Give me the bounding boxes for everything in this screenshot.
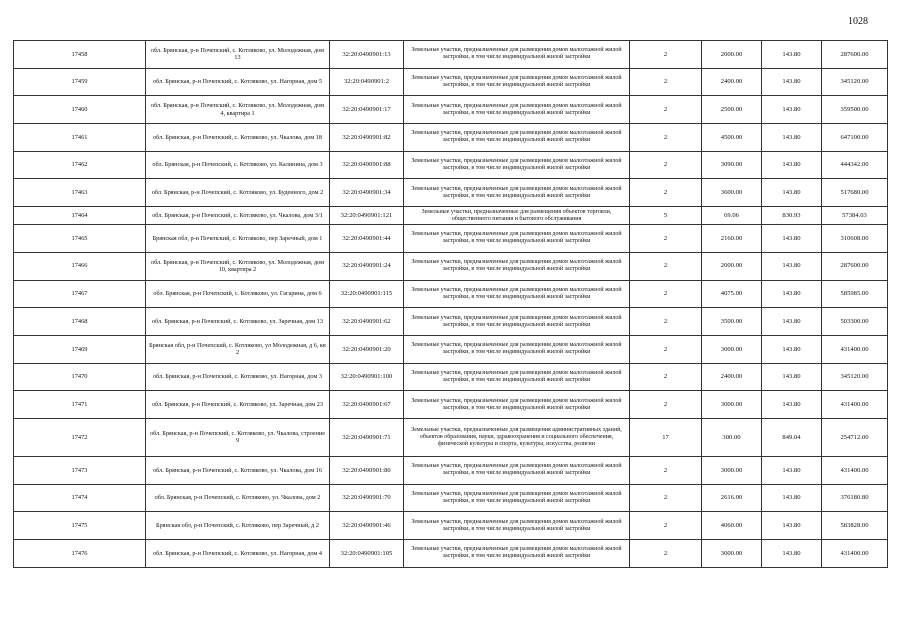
cadastral-number-cell: 32:20:0490901:13: [330, 41, 404, 69]
specific-value-cell: 849.04: [762, 418, 822, 456]
cadastral-value-cell: 431400.00: [822, 540, 888, 568]
cadastral-value-cell: 517680.00: [822, 179, 888, 207]
table-row: [14, 540, 888, 568]
cadastral-number-cell: 32:20:0490901:82: [330, 124, 404, 152]
cadastral-value-cell: 287600.00: [822, 41, 888, 69]
address-cell: Брянская обл, р-н Почепский, с. Котляково, пер Заречный, дом 1: [146, 225, 330, 253]
group-code-cell: 2: [630, 308, 702, 336]
group-code-cell: 2: [630, 225, 702, 253]
table-row: [14, 418, 888, 456]
cadastral-value-table: [13, 40, 888, 568]
cadastral-value-cell: 585985.00: [822, 280, 888, 308]
specific-value-cell: 143.80: [762, 225, 822, 253]
group-code-cell: 2: [630, 151, 702, 179]
group-code-cell: 2: [630, 252, 702, 280]
table-row: [14, 335, 888, 363]
group-code-cell: 5: [630, 207, 702, 225]
address-cell: обл. Брянская, р-н Почепский, с. Котляково, ул. Нагорная, дом 5: [146, 68, 330, 96]
specific-value-cell: 143.80: [762, 484, 822, 512]
row-number-cell: 17476: [14, 540, 146, 568]
cadastral-value-cell: 431400.00: [822, 335, 888, 363]
row-number-cell: 17462: [14, 151, 146, 179]
address-cell: обл. Брянская, р-н Почепский, с. Котляково, ул. Чкалова, строение 9: [146, 418, 330, 456]
specific-value-cell: 143.80: [762, 540, 822, 568]
area-cell: 3000.00: [702, 540, 762, 568]
land-use-category-cell: Земельные участки, предназначенные для размещения домов малоэтажной жилой застройки, в том числе индивидуальной жилой застройки: [404, 335, 630, 363]
group-code-cell: 2: [630, 456, 702, 484]
cadastral-value-cell: 583828.00: [822, 512, 888, 540]
row-number-cell: 17467: [14, 280, 146, 308]
cadastral-number-cell: 32:20:0490901:17: [330, 96, 404, 124]
row-number-cell: 17475: [14, 512, 146, 540]
address-cell: обл. Брянская, р-н Почепский, с. Котляково, ул. Заречная, дом 13: [146, 308, 330, 336]
cadastral-number-cell: 32:20:0490901:20: [330, 335, 404, 363]
area-cell: 4500.00: [702, 124, 762, 152]
group-code-cell: 2: [630, 335, 702, 363]
address-cell: Брянская обл, р-н Почепский, с. Котляково, пер Заречный, д 2: [146, 512, 330, 540]
group-code-cell: 2: [630, 512, 702, 540]
cadastral-number-cell: 32:20:0490901:115: [330, 280, 404, 308]
land-use-category-cell: Земельные участки, предназначенные для размещения домов малоэтажной жилой застройки, в том числе индивидуальной жилой застройки: [404, 540, 630, 568]
cadastral-value-cell: 431400.00: [822, 391, 888, 419]
land-use-category-cell: Земельные участки, предназначенные для размещения домов малоэтажной жилой застройки, в том числе индивидуальной жилой застройки: [404, 363, 630, 391]
land-use-category-cell: Земельные участки, предназначенные для размещения домов малоэтажной жилой застройки, в том числе индивидуальной жилой застройки: [404, 280, 630, 308]
specific-value-cell: 143.80: [762, 456, 822, 484]
table-body: [14, 41, 888, 568]
cadastral-value-cell: 431400.00: [822, 456, 888, 484]
row-number-cell: 17461: [14, 124, 146, 152]
address-cell: обл. Брянская, р-н Почепский, с. Котляково, ул. Нагорная, дом 4: [146, 540, 330, 568]
cadastral-value-cell: 647100.00: [822, 124, 888, 152]
group-code-cell: 2: [630, 68, 702, 96]
cadastral-number-cell: 32:20:0490901:46: [330, 512, 404, 540]
land-use-category-cell: Земельные участки, предназначенные для размещения домов малоэтажной жилой застройки, в том числе индивидуальной жилой застройки: [404, 308, 630, 336]
row-number-cell: 17465: [14, 225, 146, 253]
row-number-cell: 17473: [14, 456, 146, 484]
group-code-cell: 2: [630, 363, 702, 391]
specific-value-cell: 143.80: [762, 308, 822, 336]
specific-value-cell: 830.93: [762, 207, 822, 225]
address-cell: обл. Брянская, р-н Почепский, с. Котляково, ул. Гагарина, дом 6: [146, 280, 330, 308]
row-number-cell: 17472: [14, 418, 146, 456]
row-number-cell: 17464: [14, 207, 146, 225]
land-use-category-cell: Земельные участки, предназначенные для размещения домов малоэтажной жилой застройки, в том числе индивидуальной жилой застройки: [404, 252, 630, 280]
cadastral-value-cell: 287600.00: [822, 252, 888, 280]
address-cell: обл. Брянская, р-н Почепский, с. Котляково, ул. Заречная, дом 23: [146, 391, 330, 419]
table-row: [14, 96, 888, 124]
page-number: 1028: [848, 16, 868, 27]
specific-value-cell: 143.80: [762, 363, 822, 391]
cadastral-number-cell: 32:20:0490901:100: [330, 363, 404, 391]
area-cell: 2000.00: [702, 252, 762, 280]
row-number-cell: 17468: [14, 308, 146, 336]
area-cell: 2616.00: [702, 484, 762, 512]
group-code-cell: 2: [630, 96, 702, 124]
cadastral-number-cell: 32:20:0490901:24: [330, 252, 404, 280]
specific-value-cell: 143.80: [762, 335, 822, 363]
area-cell: 4060.00: [702, 512, 762, 540]
specific-value-cell: 143.80: [762, 252, 822, 280]
group-code-cell: 17: [630, 418, 702, 456]
land-use-category-cell: Земельные участки, предназначенные для размещения административных зданий, объектов образования, науки, здравоохранения и социального обеспечения, физической культуры и спорта, культуры, искусства, религии: [404, 418, 630, 456]
group-code-cell: 2: [630, 391, 702, 419]
table-row: [14, 512, 888, 540]
specific-value-cell: 143.80: [762, 96, 822, 124]
row-number-cell: 17469: [14, 335, 146, 363]
land-use-category-cell: Земельные участки, предназначенные для размещения домов малоэтажной жилой застройки, в том числе индивидуальной жилой застройки: [404, 484, 630, 512]
address-cell: обл. Брянская, р-н Почепский, с. Котляково, ул. Калинина, дом 3: [146, 151, 330, 179]
area-cell: 2160.00: [702, 225, 762, 253]
cadastral-number-cell: 32:20:0490901:121: [330, 207, 404, 225]
cadastral-number-cell: 32:20:0490901:67: [330, 391, 404, 419]
table-row: [14, 41, 888, 69]
specific-value-cell: 143.80: [762, 151, 822, 179]
area-cell: 2500.00: [702, 96, 762, 124]
cadastral-number-cell: 32:20:0490901:71: [330, 418, 404, 456]
row-number-cell: 17458: [14, 41, 146, 69]
cadastral-value-cell: 57384.03: [822, 207, 888, 225]
table-row: [14, 363, 888, 391]
cadastral-value-cell: 359500.00: [822, 96, 888, 124]
area-cell: 2000.00: [702, 41, 762, 69]
row-number-cell: 17471: [14, 391, 146, 419]
cadastral-value-cell: 310608.00: [822, 225, 888, 253]
table-row: [14, 308, 888, 336]
table-row: [14, 207, 888, 225]
cadastral-value-cell: 444342.00: [822, 151, 888, 179]
address-cell: обл. Брянская, р-н Почепский, с. Котляково, ул. Буденного, дом 2: [146, 179, 330, 207]
address-cell: Брянская обл, р-н Почепский, с. Котляково, ул Молодежная, д 6, кв 2: [146, 335, 330, 363]
row-number-cell: 17459: [14, 68, 146, 96]
group-code-cell: 2: [630, 41, 702, 69]
area-cell: 3000.00: [702, 335, 762, 363]
table-row: [14, 225, 888, 253]
land-use-category-cell: Земельные участки, предназначенные для размещения домов малоэтажной жилой застройки, в том числе индивидуальной жилой застройки: [404, 151, 630, 179]
cadastral-value-cell: 345120.00: [822, 68, 888, 96]
cadastral-number-cell: 32:20:0490901:34: [330, 179, 404, 207]
area-cell: 3600.00: [702, 179, 762, 207]
table-row: [14, 252, 888, 280]
cadastral-number-cell: 32:20:0490901:2: [330, 68, 404, 96]
group-code-cell: 2: [630, 124, 702, 152]
group-code-cell: 2: [630, 280, 702, 308]
group-code-cell: 2: [630, 540, 702, 568]
area-cell: 3000.00: [702, 391, 762, 419]
specific-value-cell: 143.80: [762, 280, 822, 308]
specific-value-cell: 143.80: [762, 124, 822, 152]
table-row: [14, 179, 888, 207]
group-code-cell: 2: [630, 179, 702, 207]
land-use-category-cell: Земельные участки, предназначенные для размещения домов малоэтажной жилой застройки, в том числе индивидуальной жилой застройки: [404, 179, 630, 207]
area-cell: 3500.00: [702, 308, 762, 336]
table-row: [14, 68, 888, 96]
row-number-cell: 17474: [14, 484, 146, 512]
land-use-category-cell: Земельные участки, предназначенные для размещения домов малоэтажной жилой застройки, в том числе индивидуальной жилой застройки: [404, 512, 630, 540]
cadastral-number-cell: 32:20:0490901:62: [330, 308, 404, 336]
table-row: [14, 484, 888, 512]
area-cell: 2400.00: [702, 363, 762, 391]
land-use-category-cell: Земельные участки, предназначенные для размещения домов малоэтажной жилой застройки, в том числе индивидуальной жилой застройки: [404, 391, 630, 419]
address-cell: обл. Брянская, р-н Почепский, с. Котляково, ул. Чкалова, дом 16: [146, 456, 330, 484]
row-number-cell: 17470: [14, 363, 146, 391]
address-cell: обл. Брянская, р-н Почепский, с. Котляково, ул. Нагорная, дом 3: [146, 363, 330, 391]
address-cell: обл. Брянская, р-н Почепский, с. Котляково, ул. Чкалова, дом 18: [146, 124, 330, 152]
cadastral-value-cell: 254712.00: [822, 418, 888, 456]
land-use-category-cell: Земельные участки, предназначенные для размещения домов малоэтажной жилой застройки, в том числе индивидуальной жилой застройки: [404, 225, 630, 253]
group-code-cell: 2: [630, 484, 702, 512]
table-row: [14, 151, 888, 179]
land-use-category-cell: Земельные участки, предназначенные для размещения домов малоэтажной жилой застройки, в том числе индивидуальной жилой застройки: [404, 68, 630, 96]
cadastral-number-cell: 32:20:0490901:70: [330, 484, 404, 512]
row-number-cell: 17466: [14, 252, 146, 280]
address-cell: обл. Брянская, р-н Почепский, с. Котляково, ул. Чкалова, дом 2: [146, 484, 330, 512]
cadastral-value-cell: 345120.00: [822, 363, 888, 391]
table-row: [14, 456, 888, 484]
land-use-category-cell: Земельные участки, предназначенные для размещения домов малоэтажной жилой застройки, в том числе индивидуальной жилой застройки: [404, 41, 630, 69]
cadastral-value-cell: 376180.80: [822, 484, 888, 512]
address-cell: обл. Брянская, р-н Почепский, с. Котляково, ул. Молодежная, дом 4, квартира 1: [146, 96, 330, 124]
address-cell: обл. Брянская, р-н Почепский, с. Котляково, ул. Чкалова, дом 3/1: [146, 207, 330, 225]
specific-value-cell: 143.80: [762, 391, 822, 419]
cadastral-value-cell: 503300.00: [822, 308, 888, 336]
area-cell: 69.06: [702, 207, 762, 225]
area-cell: 2400.00: [702, 68, 762, 96]
row-number-cell: 17463: [14, 179, 146, 207]
land-use-category-cell: Земельные участки, предназначенные для размещения домов малоэтажной жилой застройки, в том числе индивидуальной жилой застройки: [404, 124, 630, 152]
cadastral-number-cell: 32:20:0490901:105: [330, 540, 404, 568]
address-cell: обл. Брянская, р-н Почепский, с. Котляково, ул. Молодежная, дом 10, квартира 2: [146, 252, 330, 280]
address-cell: обл. Брянская, р-н Почепский, с. Котляково, ул. Молодежная, дом 13: [146, 41, 330, 69]
area-cell: 3090.00: [702, 151, 762, 179]
area-cell: 4075.00: [702, 280, 762, 308]
specific-value-cell: 143.80: [762, 68, 822, 96]
area-cell: 3000.00: [702, 456, 762, 484]
cadastral-number-cell: 32:20:0490901:80: [330, 456, 404, 484]
land-use-category-cell: Земельные участки, предназначенные для размещения объектов торговли, общественного питания и бытового обслуживания: [404, 207, 630, 225]
specific-value-cell: 143.80: [762, 512, 822, 540]
cadastral-number-cell: 32:20:0490901:44: [330, 225, 404, 253]
specific-value-cell: 143.80: [762, 179, 822, 207]
table-row: [14, 391, 888, 419]
area-cell: 300.00: [702, 418, 762, 456]
table-row: [14, 280, 888, 308]
specific-value-cell: 143.80: [762, 41, 822, 69]
row-number-cell: 17460: [14, 96, 146, 124]
table-row: [14, 124, 888, 152]
land-use-category-cell: Земельные участки, предназначенные для размещения домов малоэтажной жилой застройки, в том числе индивидуальной жилой застройки: [404, 96, 630, 124]
cadastral-number-cell: 32:20:0490901:88: [330, 151, 404, 179]
land-use-category-cell: Земельные участки, предназначенные для размещения домов малоэтажной жилой застройки, в том числе индивидуальной жилой застройки: [404, 456, 630, 484]
